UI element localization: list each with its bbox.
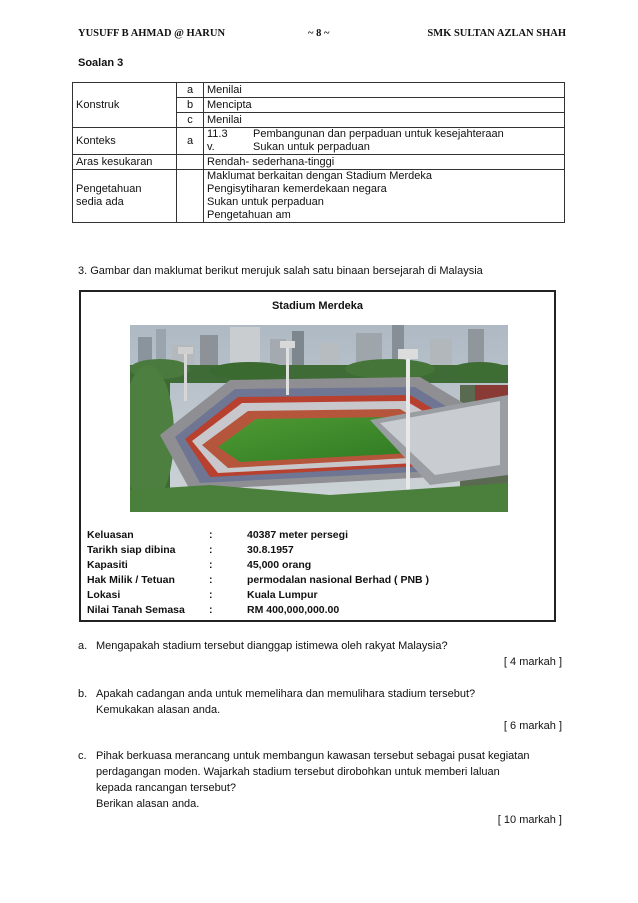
konteks-label: Konteks	[73, 128, 177, 155]
question-title: Soalan 3	[78, 57, 124, 69]
konteks-value	[204, 128, 565, 155]
question-b-line: Apakah cadangan anda untuk memelihara dan memulihara stadium tersebut?	[96, 688, 476, 700]
question-a-letter: a.	[78, 640, 88, 652]
question-info-table	[72, 82, 565, 223]
fact-row	[87, 603, 547, 618]
header-school: SMK SULTAN AZLAN SHAH	[427, 28, 566, 39]
pengetahuan-item: Maklumat berkaitan dengan Stadium Merdeka	[207, 170, 433, 182]
fact-colon: :	[209, 604, 213, 616]
pengetahuan-items	[204, 170, 565, 223]
pengetahuan-item: Pengetahuan am	[207, 209, 291, 221]
pengetahuan-item: Pengisytiharan kemerdekaan negara	[207, 183, 387, 195]
fact-row	[87, 543, 547, 558]
fact-row	[87, 528, 547, 543]
fact-row	[87, 588, 547, 603]
stadium-facts	[87, 528, 547, 618]
fact-label: Nilai Tanah Semasa	[87, 604, 185, 616]
fact-value: Kuala Lumpur	[247, 589, 318, 601]
fact-row	[87, 573, 547, 588]
konstruk-item: Menilai	[204, 113, 565, 128]
konstruk-label: Konstruk	[73, 83, 177, 128]
pengetahuan-item: Sukan untuk perpaduan	[207, 196, 324, 208]
konteks-letter: a	[177, 128, 204, 155]
konteks-line-2-text: Sukan untuk perpaduan	[253, 141, 370, 153]
question-b-line: Kemukakan alasan anda.	[96, 704, 221, 716]
konstruk-letter: a	[177, 83, 204, 98]
fact-colon: :	[209, 544, 213, 556]
fact-value: RM 400,000,000.00	[247, 604, 340, 616]
question-b-letter: b.	[78, 688, 88, 700]
question-c-letter: c.	[78, 750, 87, 762]
aras-label: Aras kesukaran	[73, 155, 177, 170]
question-c-line: Pihak berkuasa merancang untuk membangun kawasan tersebut sebagai pusat kegiatan	[96, 750, 530, 762]
question-b-mark: [ 6 markah ]	[503, 720, 562, 732]
question-c-mark: [ 10 markah ]	[497, 814, 562, 826]
pengetahuan-empty-cell	[177, 170, 204, 223]
fact-label: Keluasan	[87, 529, 134, 541]
konstruk-item: Menilai	[204, 83, 565, 98]
pengetahuan-label-line-1: Pengetahuan	[76, 183, 142, 195]
fact-label: Hak Milik / Tetuan	[87, 574, 175, 586]
fact-value: 45,000 orang	[247, 559, 312, 571]
konteks-line-1	[207, 128, 561, 141]
konstruk-letter: b	[177, 98, 204, 113]
header-page-number: ~ 8 ~	[308, 28, 330, 39]
fact-colon: :	[209, 589, 213, 601]
question-c	[78, 748, 562, 828]
fact-value: 40387 meter persegi	[247, 529, 348, 541]
question-a	[78, 638, 562, 670]
konstruk-letter: c	[177, 113, 204, 128]
stadium-figure-box	[79, 290, 556, 622]
fact-colon: :	[209, 529, 213, 541]
question-c-line: kepada rancangan tersebut?	[96, 782, 237, 794]
fact-label: Kapasiti	[87, 559, 128, 571]
fact-colon: :	[209, 559, 213, 571]
question-a-line: Mengapakah stadium tersebut dianggap istimewa oleh rakyat Malaysia?	[96, 640, 448, 652]
fact-colon: :	[209, 574, 213, 586]
fact-value: 30.8.1957	[247, 544, 294, 556]
aras-value: Rendah- sederhana-tinggi	[204, 155, 565, 170]
question-b	[78, 686, 562, 734]
stadium-photo	[130, 325, 508, 512]
header-author: YUSUFF B AHMAD @ HARUN	[78, 28, 226, 39]
konteks-line-2	[207, 141, 561, 154]
question-intro: 3. Gambar dan maklumat berikut merujuk salah satu binaan bersejarah di Malaysia	[78, 265, 483, 277]
fact-label: Lokasi	[87, 589, 121, 601]
pengetahuan-label-line-2: sedia ada	[76, 196, 124, 208]
page-header	[78, 28, 566, 42]
question-c-line: Berikan alasan anda.	[96, 798, 200, 810]
konstruk-item: Mencipta	[204, 98, 565, 113]
fact-row	[87, 558, 547, 573]
konteks-line-1-number: 11.3	[207, 128, 228, 140]
aras-empty-cell	[177, 155, 204, 170]
pengetahuan-label	[73, 170, 177, 223]
fact-value: permodalan nasional Berhad ( PNB )	[247, 574, 430, 586]
fact-label: Tarikh siap dibina	[87, 544, 176, 556]
figure-title: Stadium Merdeka	[271, 300, 364, 312]
question-a-mark: [ 4 markah ]	[503, 656, 562, 668]
konteks-line-1-text: Pembangunan dan perpaduan untuk kesejahteraan	[253, 128, 504, 140]
question-c-line: perdagangan moden. Wajarkah stadium tersebut dirobohkan untuk memberi laluan	[96, 766, 500, 778]
konteks-line-2-number: v.	[207, 141, 215, 153]
